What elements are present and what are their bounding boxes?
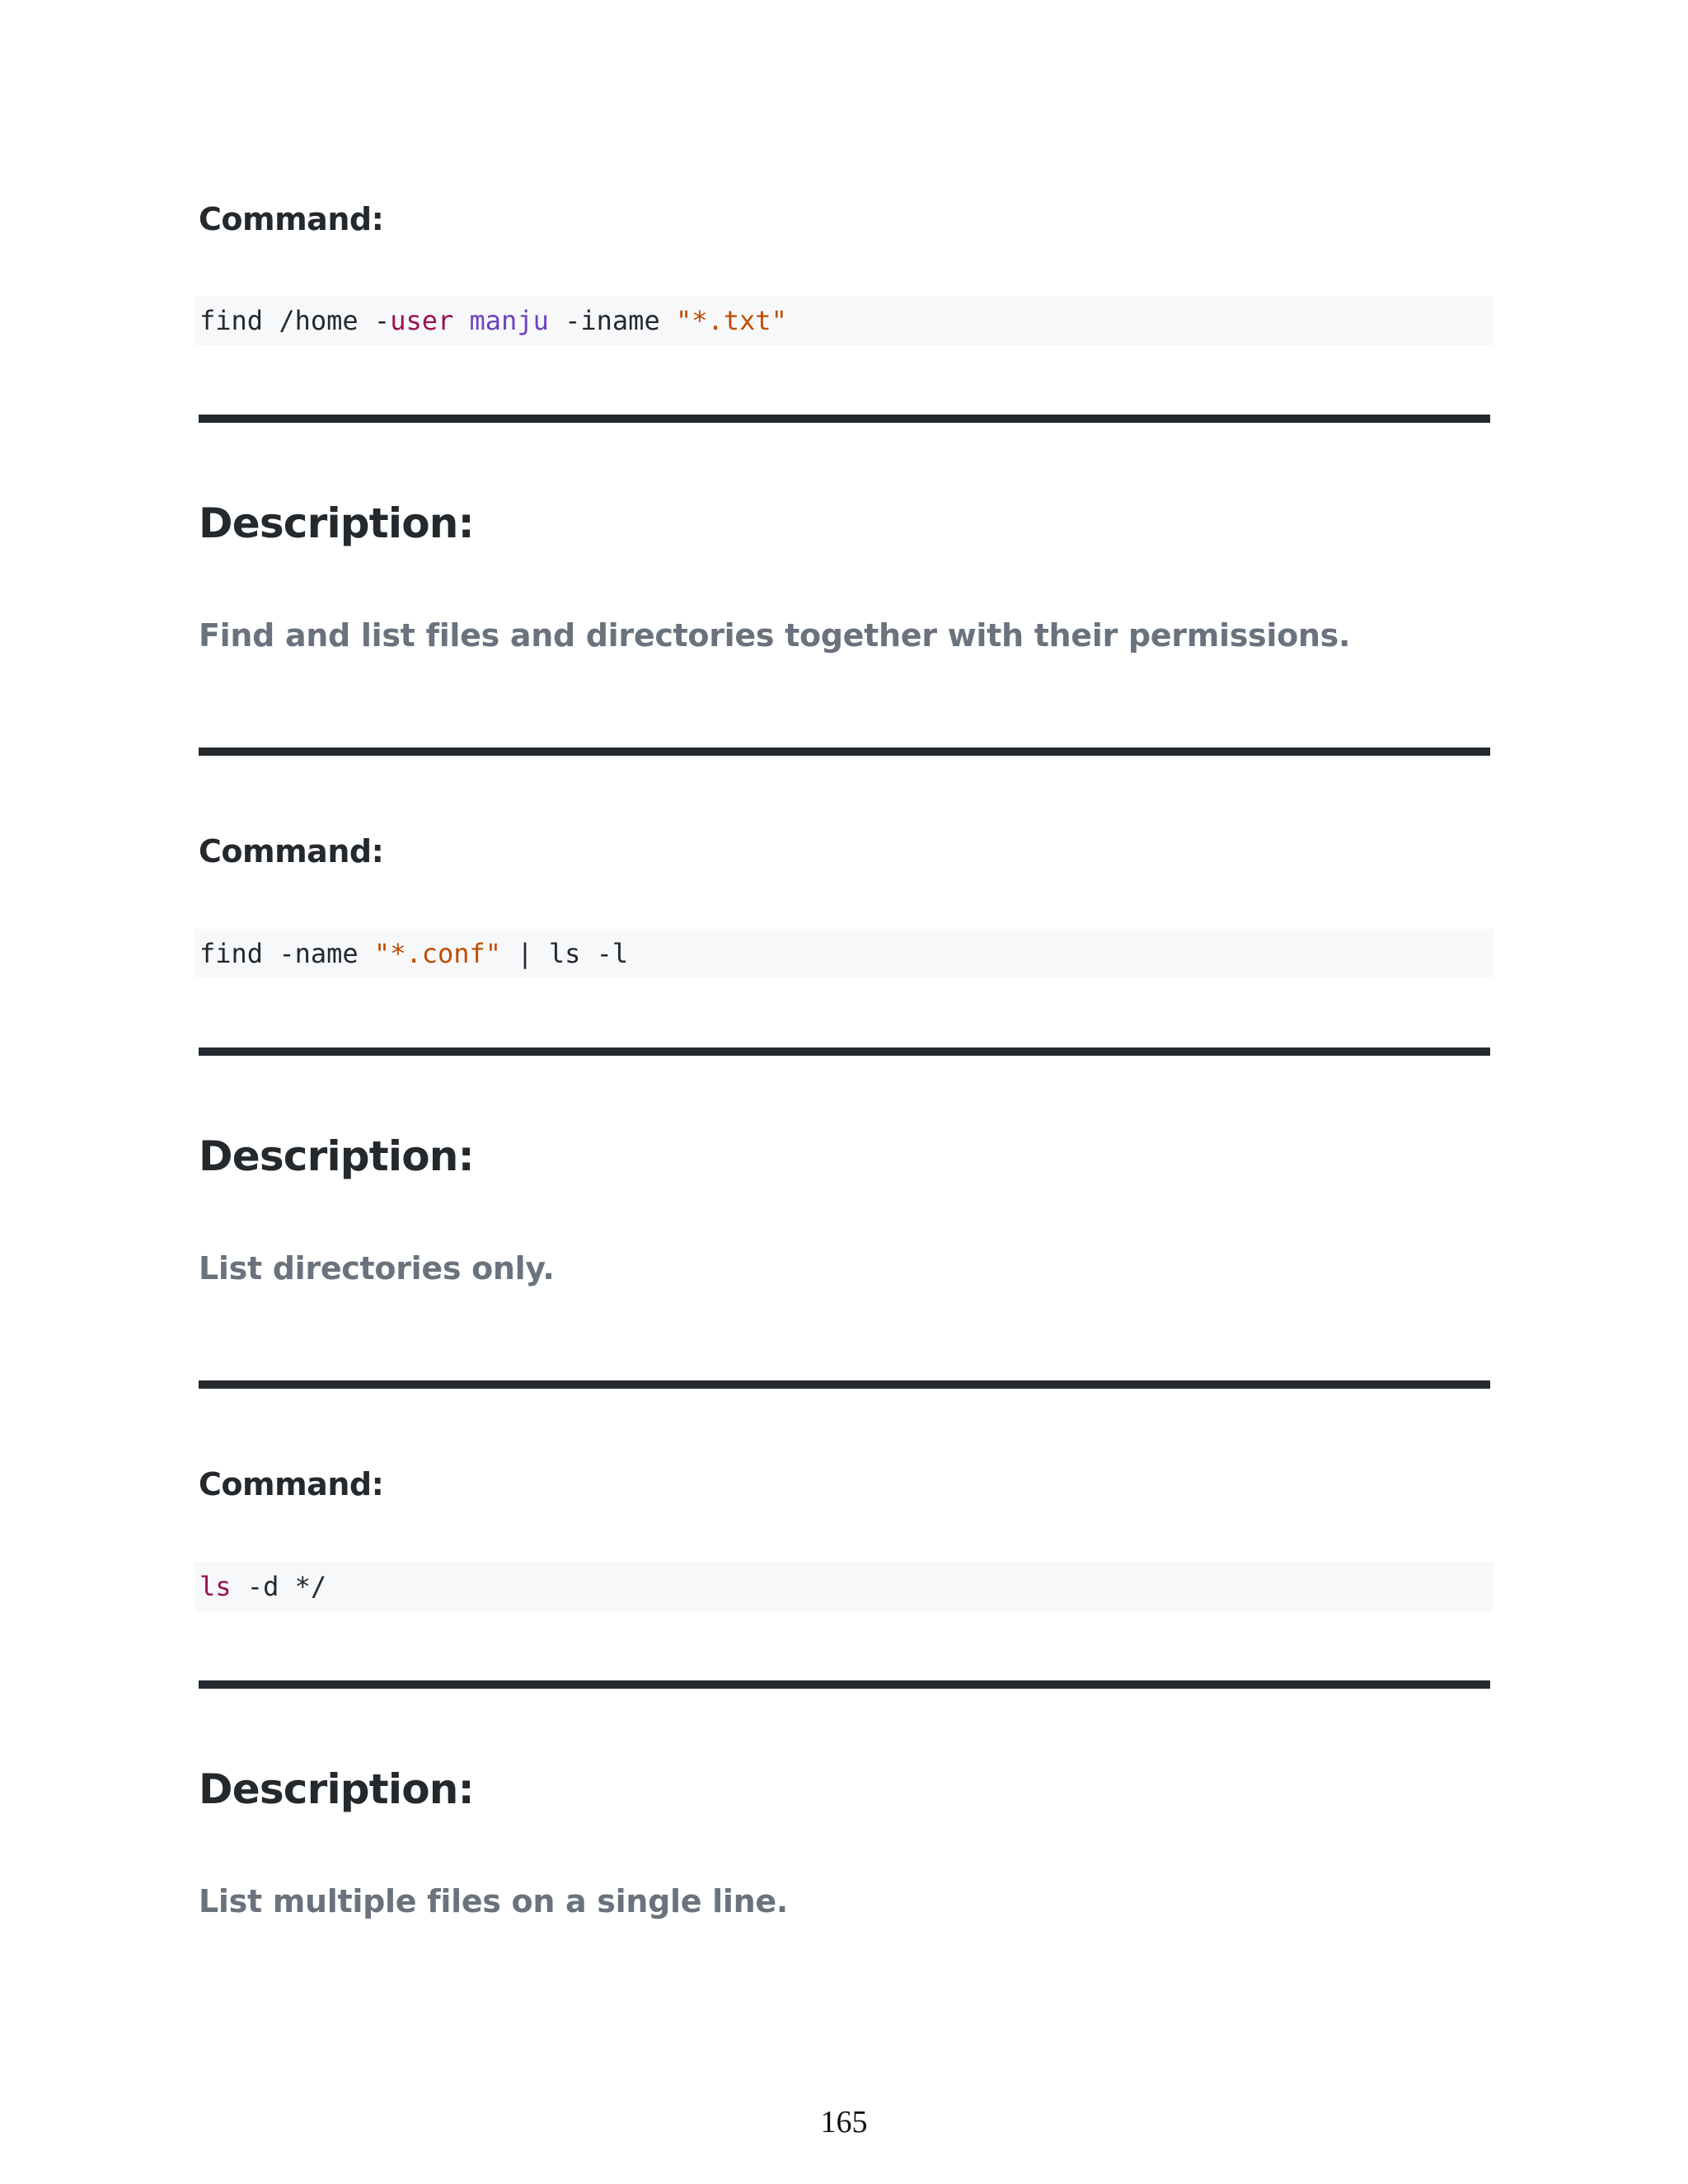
page-number: 165 xyxy=(820,2105,868,2139)
code-token: | ls -l xyxy=(501,938,629,969)
description-heading: Description: xyxy=(199,499,474,547)
code-token: user xyxy=(390,305,454,336)
command-label: Command: xyxy=(199,201,384,237)
code-block xyxy=(195,296,1493,345)
description-text: List multiple files on a single line. xyxy=(199,1883,788,1919)
horizontal-rule xyxy=(199,415,1490,423)
horizontal-rule xyxy=(199,748,1490,756)
horizontal-rule xyxy=(199,1380,1490,1389)
code-token: -iname xyxy=(548,305,676,336)
code-block xyxy=(195,1562,1493,1611)
code-token: find -name xyxy=(199,938,374,969)
code-token xyxy=(453,305,469,336)
code-token: ls xyxy=(199,1571,232,1602)
code-token: -d */ xyxy=(231,1571,327,1602)
horizontal-rule xyxy=(199,1680,1490,1689)
command-label: Command: xyxy=(199,1466,384,1502)
description-text: List directories only. xyxy=(199,1250,555,1286)
command-label: Command: xyxy=(199,833,384,869)
code-token: "*.txt" xyxy=(675,305,787,336)
description-heading: Description: xyxy=(199,1765,474,1813)
description-text: Find and list files and directories together with their permissions. xyxy=(199,617,1351,654)
horizontal-rule xyxy=(199,1047,1490,1056)
code-token: manju xyxy=(469,305,549,336)
code-token: find /home - xyxy=(199,305,391,336)
code-token: "*.conf" xyxy=(373,938,502,969)
description-heading: Description: xyxy=(199,1132,474,1180)
code-block xyxy=(195,929,1493,978)
